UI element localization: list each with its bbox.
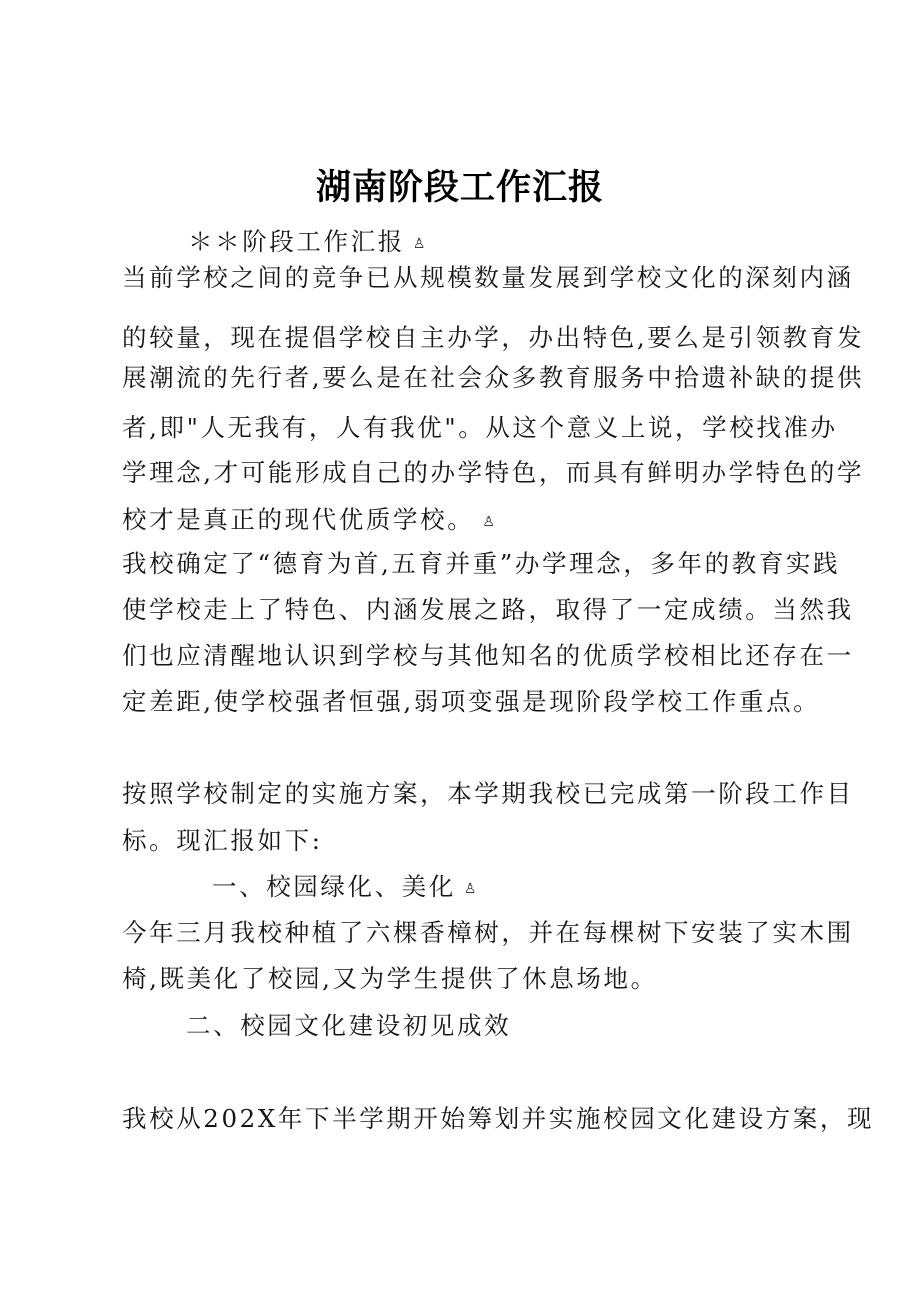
body-line	[122, 505, 495, 537]
body-line-text: 当前学校之间的竞争已从规模数量发展到学校文化的深刻内涵	[122, 263, 854, 292]
body-line-text: 使学校走上了特色、内涵发展之路，取得了一定成绩。当然我	[122, 595, 854, 624]
document-title: 湖南阶段工作汇报	[315, 168, 604, 208]
body-line	[122, 826, 323, 856]
body-line	[122, 779, 854, 809]
body-line-text: 标。现汇报如下:	[122, 826, 323, 855]
body-line	[122, 458, 864, 488]
body-line	[212, 872, 476, 904]
body-line	[122, 918, 854, 948]
body-line-text: 展潮流的先行者,要么是在社会众多教育服务中拾遗补缺的提供	[122, 363, 865, 392]
body-line	[122, 595, 854, 625]
body-line	[122, 1104, 874, 1134]
body-line	[122, 687, 820, 717]
body-line-text: 者,即"人无我有，人有我优"。从这个意义上说，学校找准办	[122, 413, 838, 442]
body-line	[122, 641, 854, 671]
body-line	[122, 964, 658, 994]
paragraph-mark-icon: ♙	[463, 880, 477, 897]
body-line	[122, 413, 838, 443]
body-line	[122, 549, 840, 579]
body-line-text: 定差距,使学校强者恒强,弱项变强是现阶段学校工作重点。	[122, 687, 821, 716]
body-line-text: 学理念,才可能形成自己的办学特色，而具有鲜明办学特色的学	[122, 458, 865, 487]
body-line-text: 们也应清醒地认识到学校与其他知名的优质学校相比还存在一	[122, 641, 854, 670]
body-line	[122, 363, 864, 393]
body-line-text: 二、校园文化建设初见成效	[186, 1011, 512, 1040]
body-line	[122, 323, 864, 353]
body-line-text: 我校确定了“德育为首,五育并重”办学理念，多年的教育实践	[122, 549, 841, 578]
body-line	[186, 1011, 511, 1041]
body-line-text: 的较量，现在提倡学校自主办学，办出特色,要么是引领教育发	[122, 323, 865, 352]
body-line-text: 今年三月我校种植了六棵香樟树，并在每棵树下安装了实木围	[122, 918, 854, 947]
paragraph-mark-icon: ♙	[412, 235, 426, 252]
body-line-text: 我校从202X年下半学期开始筹划并实施校园文化建设方案，现	[122, 1104, 875, 1133]
body-line-text: 椅,既美化了校园,又为学生提供了休息场地。	[122, 964, 658, 993]
body-line	[122, 263, 854, 293]
subtitle-text: ＊＊阶段工作汇报	[188, 227, 405, 256]
body-line-text: 一、校园绿化、美化	[212, 872, 456, 901]
body-line-text: 校才是真正的现代优质学校。	[122, 505, 475, 534]
body-line-text: 按照学校制定的实施方案，本学期我校已完成第一阶段工作目	[122, 779, 854, 808]
paragraph-mark-icon: ♙	[482, 513, 495, 530]
document-subtitle	[188, 227, 425, 259]
